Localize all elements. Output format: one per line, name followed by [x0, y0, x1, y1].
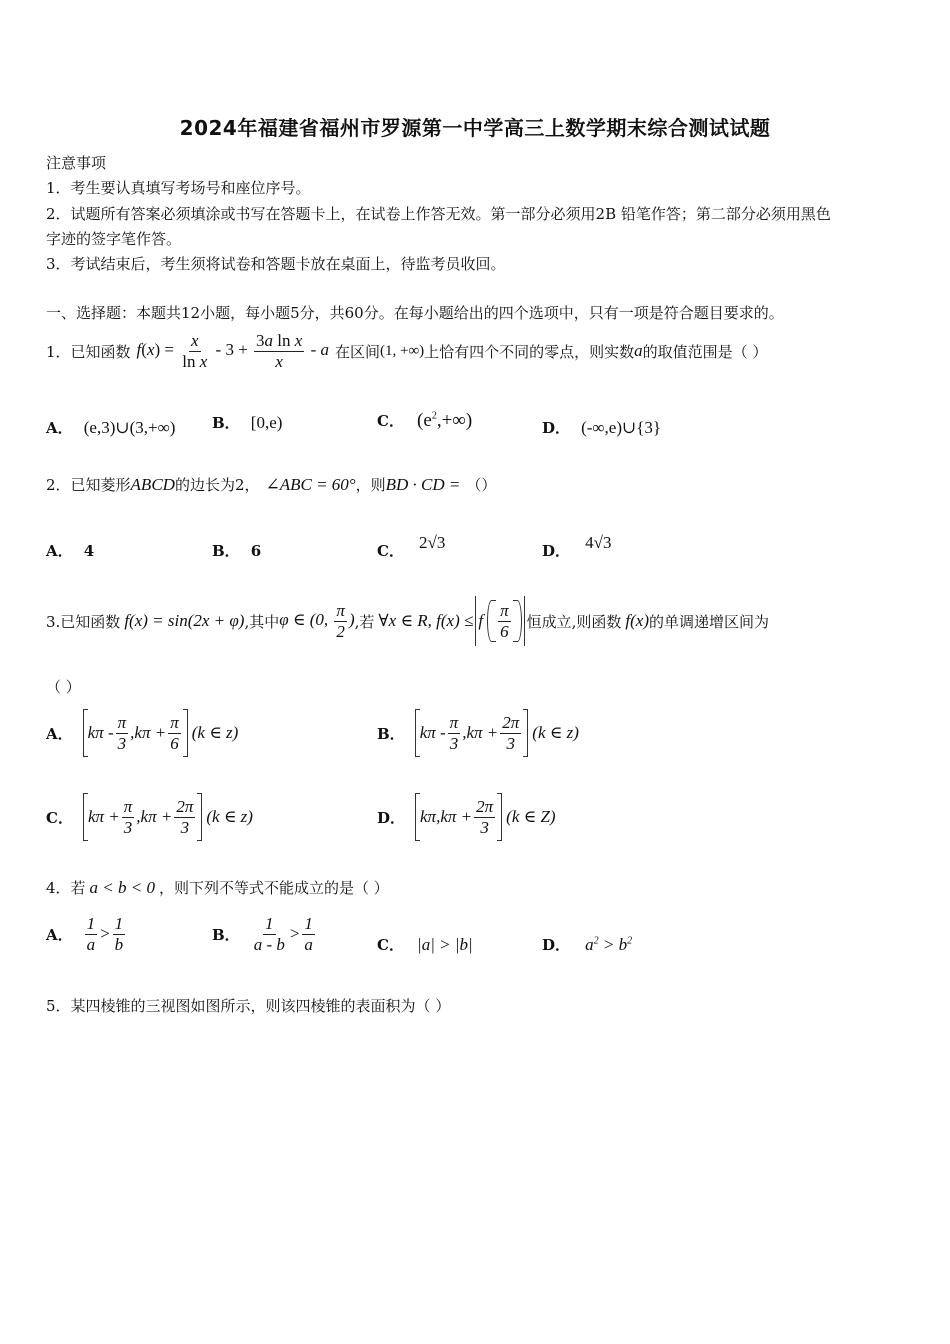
q3-forall: ∀x ∈ R, f(x) ≤ f $\frac{\pi}{6}$ [378, 596, 526, 646]
q1-function: f(x) = $\frac{x}{\text{ln x}}$ - 3 + $\frac{\text{3a ln x}}{x}$ - a [136, 330, 329, 371]
question-1-mid: 在区间 [334, 342, 380, 361]
q4-option-c: C． |a| > |b| [377, 935, 473, 954]
notice-item: 1．考生要认真填写考场号和座位序号。 [46, 179, 311, 197]
question-1 [46, 326, 767, 376]
question-1-mid2: 上恰有四个不同的零点，则实数 [424, 342, 635, 361]
q3-phi-condition: φ ∈ (0, $\frac{\pi}{2}$ ) [279, 600, 355, 641]
q1-option-a: A． (e,3)∪(3,+∞) [46, 418, 176, 437]
q2-option-a: A． 4 [46, 542, 95, 560]
q2-expr: BD · CD = [385, 474, 461, 494]
q4-option-a: A． $\frac{1}{a}$ > $\frac{1}{b}$ [46, 913, 124, 954]
question-5: 5．某四棱锥的三视图如图所示，则该四棱锥的表面积为（ ） [46, 997, 451, 1015]
q1-option-b: B． [0,e) [212, 413, 283, 432]
q2-option-b: B． 6 [212, 542, 262, 560]
q3-function: f(x) = sin(2x + φ) [124, 611, 245, 630]
q1-interval: (1, +∞) [380, 342, 425, 359]
q2-option-d: D． 4√3 [542, 533, 612, 560]
q1-option-d: D． (-∞,e)∪{3} [542, 418, 662, 437]
q2-shape: ABCD [130, 474, 175, 494]
question-1-prefix: 1．已知函数 [46, 342, 131, 361]
q2-angle: ∠ABC = 60° [265, 474, 356, 494]
question-3: 3.已知函数 f(x) = sin(2x + φ) ,其中 φ ∈ (0, $\frac{\pi}{2}$ ) ,若 ∀x ∈ R, f(x) ≤ f $\frac{\pi}{6}$ 恒成立,则函数 f(x) 的单调递增区间为 [46, 590, 769, 652]
q4-option-b: B． $\frac{1}{a - b}$ > $\frac{1}{a}$ [212, 913, 313, 954]
notice-item: 字迹的签字笔作答。 [46, 230, 182, 248]
question-1-suffix: 的取值范围是（ ） [642, 342, 768, 361]
q3-option-a: A． kπ - $\frac{\pi}{3}$ ,kπ + $\frac{\pi}{6}$ (k ∈ z) [46, 708, 238, 758]
question-4: 4．若 a < b < 0 ，则下列不等式不能成立的是（ ） [46, 877, 389, 897]
q3-option-c: C． kπ + $\frac{\pi}{3}$ ,kπ + $\frac{2\pi}{3}$ (k ∈ z) [46, 792, 253, 842]
notice-heading: 注意事项 [46, 154, 107, 172]
q2-option-c: C． 2√3 [377, 533, 446, 560]
page-title: 2024年福建省福州市罗源第一中学高三上数学期末综合测试试题 [179, 116, 771, 140]
notice-item: 2．试题所有答案必须填涂或书写在答题卡上，在试卷上作答无效。第一部分必须用2B 铅笔作答；第二部分必须用黑色 [46, 205, 831, 223]
question-2: 2．已知菱形 ABCD 的边长为2， ∠ABC = 60° ，则 BD · CD = （） [46, 474, 497, 494]
q3-paren: （ ） [46, 678, 81, 696]
q4-condition: a < b < 0 [89, 877, 155, 897]
notice-item: 3．考试结束后，考生须将试卷和答题卡放在桌面上，待监考员收回。 [46, 255, 506, 273]
q3-option-b: B． kπ - $\frac{\pi}{3}$ ,kπ + $\frac{2\pi}{3}$ (k ∈ z) [377, 708, 579, 758]
q1-option-c: C． $(e^2,+\infty)$ [377, 410, 473, 431]
q1-var-a: a [634, 341, 643, 360]
q4-option-d: D． $a^2 > b^2$ [542, 935, 633, 954]
q3-function-2: f(x) [625, 611, 649, 630]
section-heading: 一、选择题：本题共12小题，每小题5分，共60分。在每小题给出的四个选项中，只有一项是符合题目要求的。 [46, 304, 784, 322]
q3-option-d: D． kπ,kπ + $\frac{2\pi}{3}$ (k ∈ Z) [377, 792, 556, 842]
